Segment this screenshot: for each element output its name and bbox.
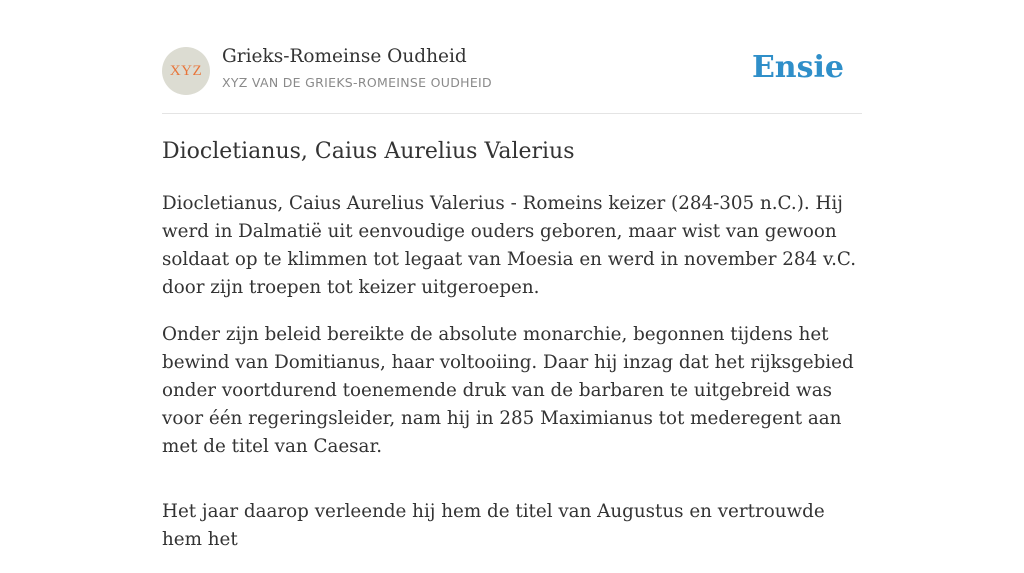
brand-logo-link[interactable]: Ensie [751,50,844,85]
site-title[interactable]: Grieks-Romeinse Oudheid [222,46,467,67]
avatar-text: XYZ [169,62,203,79]
site-header [162,46,862,114]
article-paragraph: Het jaar daarop verleende hij hem de titel van Augustus en vertrouwde hem het [162,501,825,550]
article-paragraph: Diocletianus, Caius Aurelius Valerius - Romeins keizer (284-305 n.C.). Hij werd in Dalmatië uit eenvoudige ouders geboren, maar wist van gewoon soldaat op te klimmen tot legaat van Moesia en werd in november 284 v.C. door zijn troepen tot keizer uitgeroepen. [162,193,857,298]
site-subtitle: XYZ VAN DE GRIEKS-ROMEINSE OUDHEID [222,75,492,90]
article-paragraph: Onder zijn beleid bereikte de absolute monarchie, begonnen tijdens het bewind van Domitianus, haar voltooiing. Daar hij inzag dat het rijksgebied onder voortdurend toenemende druk van de barbaren te uitgebreid was voor één regeringsleider, nam hij in 285 Maximianus tot mederegent aan met de titel van Caesar. [162,324,854,457]
article [162,136,862,573]
page-title: Diocletianus, Caius Aurelius Valerius [162,139,575,164]
avatar[interactable] [162,47,210,95]
